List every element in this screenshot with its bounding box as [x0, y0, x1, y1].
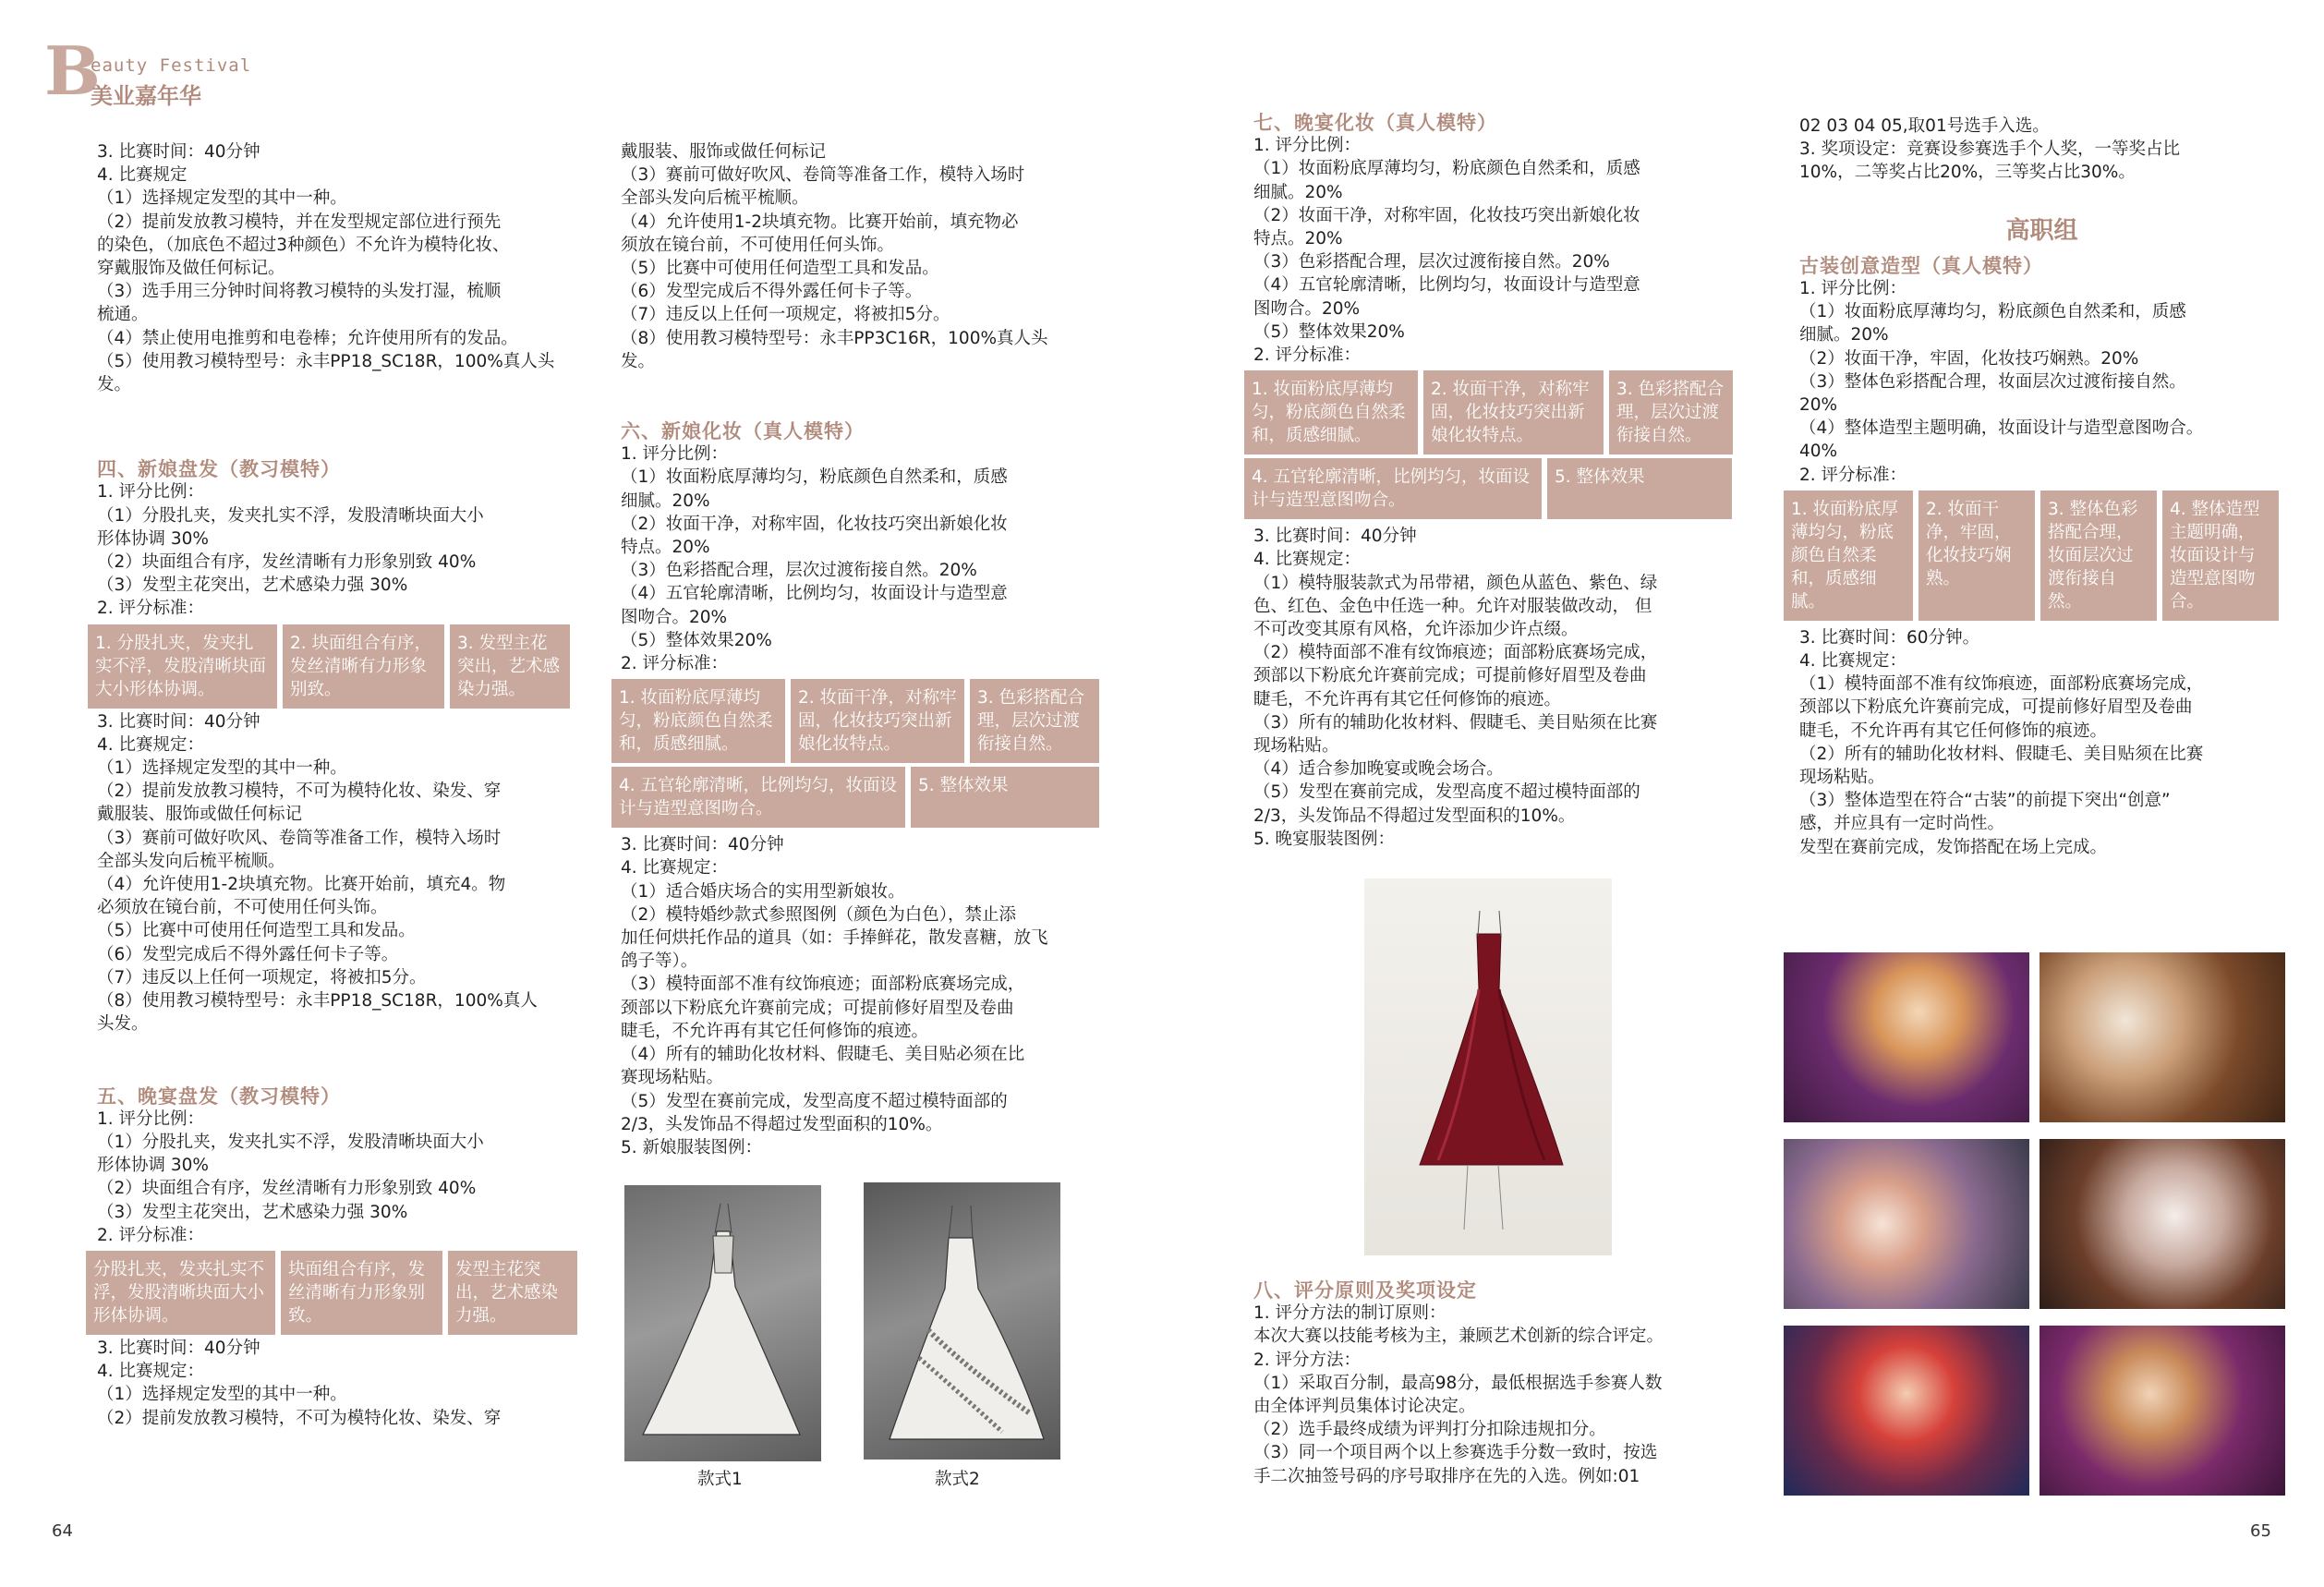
text-line: （5）比赛中可使用任何造型工具和发品。: [97, 921, 416, 941]
text-line: （2）块面组合有序，发丝清晰有力形象别致 40%: [97, 552, 477, 573]
text-line: （4）所有的辅助化妆材料、假睫毛、美目贴必须在比: [621, 1045, 1025, 1065]
text-line: （2）妆面干净，对称牢固，化妆技巧突出新娘化妆: [1253, 205, 1640, 225]
text-line: （7）违反以上任何一项规定，将被扣5分。: [621, 305, 950, 325]
text-line: （1）选择规定发型的其中一种。: [97, 188, 347, 209]
criteria-box: 3. 色彩搭配合理，层次过渡衔接自然。: [970, 679, 1099, 763]
text-line: 戴服装、服饰或做任何标记: [97, 805, 303, 825]
text-line: （3）色彩搭配合理，层次过渡衔接自然。20%: [1253, 252, 1610, 273]
text-line: （2）妆面干净，对称牢固，化妆技巧突出新娘化妆: [621, 514, 1008, 534]
col1-sec5-rules: [97, 1337, 587, 1430]
col4-top-rules: [1799, 115, 2284, 185]
text-line: （2）提前发放教习模特，不可为模特化妆、染发、穿: [97, 781, 502, 802]
text-line: （5）比赛中可使用任何造型工具和发品。: [621, 259, 939, 279]
criteria-box: 3. 色彩搭配合理，层次过渡衔接自然。: [1609, 370, 1733, 454]
text-line: （5）发型在赛前完成，发型高度不超过模特面部的: [1253, 782, 1640, 803]
text-line: 3. 奖项设定：竞赛设参赛选手个人奖，一等奖占比: [1799, 139, 2181, 160]
text-line: 的染色，（加底色不超过3种颜色）不允许为模特化妆、: [97, 235, 510, 255]
text-line: （5）发型在赛前完成，发型高度不超过模特面部的: [621, 1091, 1008, 1111]
text-line: （2）选手最终成绩为评判打分扣除违规扣分。: [1253, 1420, 1606, 1440]
text-line: 形体协调 30%: [97, 1156, 210, 1176]
text-line: 睫毛，不允许再有其它任何修饰的痕迹。: [621, 1021, 929, 1041]
group-title-vocational: 高职组: [2005, 216, 2078, 245]
text-line: 2/3，头发饰品不得超过发型面积的10%。: [1253, 806, 1576, 826]
text-line: 1. 评分比例：: [1253, 136, 1362, 156]
sec6-criteria-boxes-row2: [611, 767, 1110, 828]
section-title-bridal-updo: 四、新娘盘发（教习模特）: [97, 457, 341, 481]
text-line: 2. 评分方法：: [1253, 1350, 1362, 1370]
text-line: （2）模特面部不准有纹饰痕迹；面部粉底赛场完成，: [1253, 643, 1658, 663]
text-line: 不可改变其原有风格，允许添加少许点缀。: [1253, 620, 1579, 640]
text-line: 全部头发向后梳平梳顺。: [621, 188, 809, 209]
text-line: （4）整体造型主题明确，妆面设计与造型意图吻合。: [1799, 418, 2204, 439]
text-line: 赛现场粘贴。: [621, 1068, 724, 1088]
col4-sec-rules: [1799, 626, 2284, 859]
section-title-evening-updo: 五、晚宴盘发（教习模特）: [97, 1084, 341, 1108]
photo-models-costume: [1784, 1326, 2029, 1496]
text-line: （5）使用教习模特型号：永丰PP18_SC18R，100%真人头: [97, 351, 555, 371]
criteria-box: 1. 妆面粉底厚薄均匀，粉底颜色自然柔和，质感细腻。: [1244, 370, 1418, 454]
text-line: 必须放在镜台前，不可使用任何头饰。: [97, 898, 388, 918]
text-line: 形体协调 30%: [97, 528, 210, 549]
text-line: 梳通。: [97, 305, 149, 325]
text-line: （1）选择规定发型的其中一种。: [97, 758, 347, 779]
text-line: （5）整体效果20%: [621, 630, 772, 650]
text-line: （2）妆面干净，牢固，化妆技巧娴熟。20%: [1799, 348, 2139, 369]
text-line: （4）适合参加晚宴或晚会场合。: [1253, 759, 1504, 780]
col3-sec7-ratio: [1253, 134, 1743, 367]
text-line: 图吻合。20%: [1253, 298, 1361, 319]
col1-sec5-ratio: [97, 1108, 587, 1247]
text-line: 4. 比赛规定: [97, 165, 188, 186]
caption-style-1: 款式1: [697, 1470, 743, 1489]
text-line: （3）发型主花突出，艺术感染力强 30%: [97, 575, 408, 596]
text-line: 2. 评分标准：: [1799, 465, 1907, 485]
text-line: （1）妆面粉底厚薄均匀，粉底颜色自然柔和，质感: [1253, 159, 1640, 179]
text-line: （3）选手用三分钟时间将教习模特的头发打湿，梳顺: [97, 282, 502, 302]
page-number-left: 64: [52, 1521, 73, 1541]
criteria-box: 4. 五官轮廓清晰，比例均匀，妆面设计与造型意图吻合。: [1244, 458, 1542, 519]
wedding-dress-sketch-1: [624, 1185, 821, 1461]
criteria-box: 4. 五官轮廓清晰，比例均匀，妆面设计与造型意图吻合。: [611, 767, 905, 828]
logo-letter: B: [44, 31, 101, 110]
text-line: 3. 比赛时间：40分钟: [97, 142, 260, 162]
column-1: [93, 140, 587, 1430]
text-line: 图吻合。20%: [621, 607, 728, 627]
text-line: （4）禁止使用电推剪和电卷棒；允许使用所有的发品。: [97, 328, 518, 348]
text-line: 5. 新娘服装图例：: [621, 1137, 763, 1157]
text-line: 2. 评分标准：: [97, 599, 205, 619]
column-2: [621, 140, 1110, 1159]
text-line: 颈部以下粉底允许赛前完成，可提前修好眉型及卷曲: [1799, 697, 2193, 718]
sec7-criteria-boxes-row1: [1244, 370, 1743, 454]
text-line: （3）所有的辅助化妆材料、假睫毛、美目贴须在比赛: [1253, 712, 1658, 733]
text-line: （3）同一个项目两个以上参赛选手分数一致时，按选: [1253, 1443, 1658, 1463]
text-line: （4）五官轮廓清晰，比例均匀，妆面设计与造型意: [621, 584, 1008, 604]
criteria-box: 3. 发型主花突出，艺术感染力强。: [450, 624, 570, 709]
text-line: 颈部以下粉底允许赛前完成；可提前修好眉型及卷曲: [1253, 666, 1647, 686]
text-line: 发型在赛前完成，发饰搭配在场上完成。: [1799, 837, 2108, 857]
wedding-dress-sketch-2: [864, 1182, 1060, 1460]
section-title-evening-makeup: 七、晚宴化妆（真人模特）: [1253, 111, 1497, 134]
section-title-ancient-costume: 古装创意造型（真人模特）: [1799, 253, 2043, 277]
text-line: （4）允许使用1-2块填充物。比赛开始前，填充4。物: [97, 875, 506, 895]
text-line: 细腻。20%: [1253, 182, 1343, 202]
criteria-box: 1. 妆面粉底厚薄均匀，粉底颜色自然柔和，质感细腻。: [611, 679, 785, 763]
text-line: （7）违反以上任何一项规定，将被扣5分。: [97, 967, 427, 987]
text-line: （3）模特面部不准有纹饰痕迹；面部粉底赛场完成，: [621, 975, 1025, 995]
text-line: （3）整体色彩搭配合理，妆面层次过渡衔接自然。: [1799, 371, 2186, 392]
sec5-criteria-boxes: [86, 1251, 587, 1335]
text-line: （3）整体造型在符合“古装”的前提下突出“创意”: [1799, 791, 2171, 811]
text-line: 色、红色、金色中任选一种。允许对服装做改动， 但: [1253, 596, 1652, 616]
col1-sec4-ratio: [97, 480, 587, 620]
text-line: （6）发型完成后不得外露任何卡子等。: [621, 282, 923, 302]
text-line: 1. 评分比例：: [97, 1108, 205, 1129]
criteria-box: 2. 块面组合有序，发丝清晰有力形象别致。: [283, 624, 444, 709]
text-line: 1. 评分比例：: [621, 444, 729, 465]
text-line: 2/3，头发饰品不得超过发型面积的10%。: [621, 1114, 943, 1134]
text-line: （2）所有的辅助化妆材料、假睫毛、美目贴须在比赛: [1799, 744, 2204, 764]
text-line: 现场粘贴。: [1253, 736, 1339, 757]
criteria-box: 4. 整体造型主题明确，妆面设计与造型意图吻合。: [2162, 491, 2279, 621]
photo-hair-styling-event: [1784, 952, 2029, 1122]
text-line: 睫毛，不允许再有其它任何修饰的痕迹。: [1799, 721, 2108, 741]
text-line: 颈部以下粉底允许赛前完成；可提前修好眉型及卷曲: [621, 998, 1014, 1018]
text-line: 1. 评分比例：: [1799, 279, 1907, 299]
text-line: 特点。20%: [1253, 229, 1343, 249]
criteria-box: 2. 妆面干净，对称牢固，化妆技巧突出新娘化妆特点。: [1423, 370, 1604, 454]
photo-hair-braiding: [2040, 1326, 2285, 1496]
logo: [44, 31, 257, 113]
criteria-box: 5. 整体效果: [911, 767, 1099, 828]
text-line: 3. 比赛时间：60分钟。: [1799, 627, 1980, 648]
text-line: 4. 比赛规定：: [621, 858, 729, 878]
text-line: （3）色彩搭配合理，层次过渡衔接自然。20%: [621, 561, 977, 581]
text-line: 戴服装、服饰或做任何标记: [621, 142, 827, 162]
criteria-box: 2. 妆面干净，对称牢固，化妆技巧突出新娘化妆特点。: [791, 679, 964, 763]
criteria-box: 1. 妆面粉底厚薄均匀，粉底颜色自然柔和，质感细腻。: [1784, 491, 1913, 621]
text-line: （2）提前发放教习模特，并在发型规定部位进行预先: [97, 212, 502, 232]
text-line: （6）发型完成后不得外露任何卡子等。: [97, 944, 399, 964]
text-line: 特点。20%: [621, 538, 710, 558]
text-line: 发。: [97, 375, 132, 395]
text-line: 3. 比赛时间：40分钟: [621, 835, 784, 855]
criteria-box: 2. 妆面干净，牢固，化妆技巧娴熟。: [1919, 491, 2035, 621]
text-line: 本次大赛以技能考核为主，兼顾艺术创新的综合评定。: [1253, 1327, 1664, 1347]
col2-top-rules: [621, 140, 1110, 373]
text-line: 3. 比赛时间：40分钟: [97, 711, 260, 732]
text-line: （1）分股扎夹，发夹扎实不浮，发股清晰块面大小: [97, 1132, 484, 1152]
text-line: （5）整体效果20%: [1253, 321, 1405, 342]
text-line: （1）模特面部不准有纹饰痕迹，面部粉底赛场完成，: [1799, 674, 2204, 695]
text-line: 3. 比赛时间：40分钟: [97, 1338, 260, 1358]
text-line: （2）模特婚纱款式参照图例（颜色为白色），禁止添: [621, 904, 1017, 925]
text-line: （1）选择规定发型的其中一种。: [97, 1385, 347, 1405]
text-line: 2. 评分标准：: [97, 1225, 205, 1245]
text-line: 40%: [1799, 442, 1838, 462]
text-line: （8）使用教习模特型号：永丰PP18_SC18R，100%真人: [97, 991, 538, 1012]
text-line: 穿戴服饰及做任何标记。: [97, 259, 285, 279]
column-3-bottom: [1253, 1278, 1743, 1488]
text-line: （4）五官轮廓清晰，比例均匀，妆面设计与造型意: [1253, 275, 1640, 296]
col1-top-rules: [97, 140, 587, 396]
photo-facial-treatment: [2040, 1139, 2285, 1309]
text-line: 感，并应具有一定时尚性。: [1799, 814, 2005, 834]
logo-chinese: 美业嘉年华: [91, 83, 201, 109]
col2-sec6-ratio: [621, 442, 1110, 675]
text-line: （1）采取百分制，最高98分，最低根据选手参赛人数: [1253, 1373, 1663, 1393]
col3-sec7-rules: [1253, 525, 1743, 851]
text-line: （1）模特服装款式为吊带裙，颜色从蓝色、紫色、绿: [1253, 573, 1658, 593]
text-line: （3）发型主花突出，艺术感染力强 30%: [97, 1202, 408, 1222]
sec7-criteria-boxes-row2: [1244, 458, 1743, 519]
criteria-box: 块面组合有序，发丝清晰有力形象别致。: [281, 1251, 442, 1335]
text-line: 睫毛，不允许再有其它任何修饰的痕迹。: [1253, 689, 1562, 709]
text-line: 发。: [621, 351, 656, 371]
caption-style-2: 款式2: [935, 1470, 980, 1489]
criteria-box: 分股扎夹，发夹扎实不浮，发股清晰块面大小形体协调。: [86, 1251, 275, 1335]
photo-portrait-painting: [2040, 952, 2285, 1122]
text-line: （2）提前发放教习模特，不可为模特化妆、染发、穿: [97, 1408, 502, 1428]
text-line: 须放在镜台前，不可使用任何头饰。: [621, 235, 895, 255]
col1-sec4-rules: [97, 710, 587, 1036]
text-line: 10%，二等奖占比20%，三等奖占比30%。: [1799, 163, 2136, 183]
text-line: 头发。: [97, 1014, 149, 1035]
text-line: 鸽子等）。: [621, 951, 698, 972]
text-line: （2）块面组合有序，发丝清晰有力形象别致 40%: [97, 1179, 477, 1199]
photo-makeup-competition: [1784, 1139, 2029, 1309]
text-line: 2. 评分标准：: [1253, 345, 1362, 366]
text-line: （1）妆面粉底厚薄均匀，粉底颜色自然柔和，质感: [621, 467, 1008, 488]
text-line: 4. 比赛规定：: [1253, 550, 1362, 570]
sec6-criteria-boxes-row1: [611, 679, 1110, 763]
text-line: 1. 评分比例：: [97, 482, 205, 503]
column-3: [1253, 111, 1743, 851]
column-4: [1791, 115, 2284, 859]
page-number-right: 65: [2250, 1521, 2271, 1541]
text-line: 加任何烘托作品的道具（如：手捧鲜花，散发喜糖，放飞: [621, 928, 1048, 949]
text-line: 3. 比赛时间：40分钟: [1253, 527, 1417, 547]
logo-english: eauty Festival: [91, 55, 252, 76]
text-line: 20%: [1799, 395, 1838, 416]
text-line: 02 03 04 05,取01号选手入选。: [1799, 116, 2050, 136]
criteria-box: 1. 分股扎夹，发夹扎实不浮，发股清晰块面大小形体协调。: [88, 624, 277, 709]
text-line: 细腻。20%: [621, 491, 710, 511]
section-title-scoring-awards: 八、评分原则及奖项设定: [1253, 1278, 1477, 1302]
text-line: 现场粘贴。: [1799, 768, 1885, 788]
text-line: 细腻。20%: [1799, 325, 1889, 345]
sec4-criteria-boxes: [88, 624, 587, 709]
text-line: 2. 评分标准：: [621, 654, 729, 674]
text-line: 5. 晚宴服装图例：: [1253, 829, 1396, 849]
criteria-box: 5. 整体效果: [1547, 458, 1732, 519]
criteria-box: 发型主花突出，艺术感染力强。: [448, 1251, 577, 1335]
text-line: 4. 比赛规定：: [97, 734, 205, 755]
col3-sec8-rules: [1253, 1302, 1743, 1488]
col4-sec-ratio: [1799, 277, 2284, 487]
text-line: 4. 比赛规定：: [97, 1362, 205, 1382]
text-line: 手二次抽签号码的序号取排序在先的入选。例如:01: [1253, 1466, 1640, 1486]
section-title-bridal-makeup: 六、新娘化妆（真人模特）: [621, 419, 865, 443]
text-line: （3）赛前可做好吹风、卷筒等准备工作，模特入场时: [621, 165, 1025, 186]
text-line: 由全体评判员集体讨论决定。: [1253, 1397, 1476, 1417]
text-line: （3）赛前可做好吹风、卷筒等准备工作，模特入场时: [97, 828, 502, 848]
col4-criteria-boxes: [1784, 491, 2284, 621]
text-line: （4）允许使用1-2块填充物。比赛开始前，填充物必: [621, 212, 1019, 232]
text-line: （8）使用教习模特型号：永丰PP3C16R，100%真人头: [621, 328, 1048, 348]
text-line: 1. 评分方法的制订原则：: [1253, 1303, 1446, 1324]
text-line: 4. 比赛规定：: [1799, 651, 1907, 672]
text-line: 全部头发向后梳平梳顺。: [97, 851, 285, 871]
criteria-box: 3. 整体色彩搭配合理，妆面层次过渡衔接自然。: [2040, 491, 2157, 621]
text-line: （1）分股扎夹，发夹扎实不浮，发股清晰块面大小: [97, 505, 484, 526]
col2-sec6-rules: [621, 833, 1110, 1159]
text-line: （1）妆面粉底厚薄均匀，粉底颜色自然柔和，质感: [1799, 302, 2186, 322]
evening-gown-sketch: [1364, 878, 1612, 1255]
text-line: （1）适合婚庆场合的实用型新娘妆。: [621, 881, 905, 902]
